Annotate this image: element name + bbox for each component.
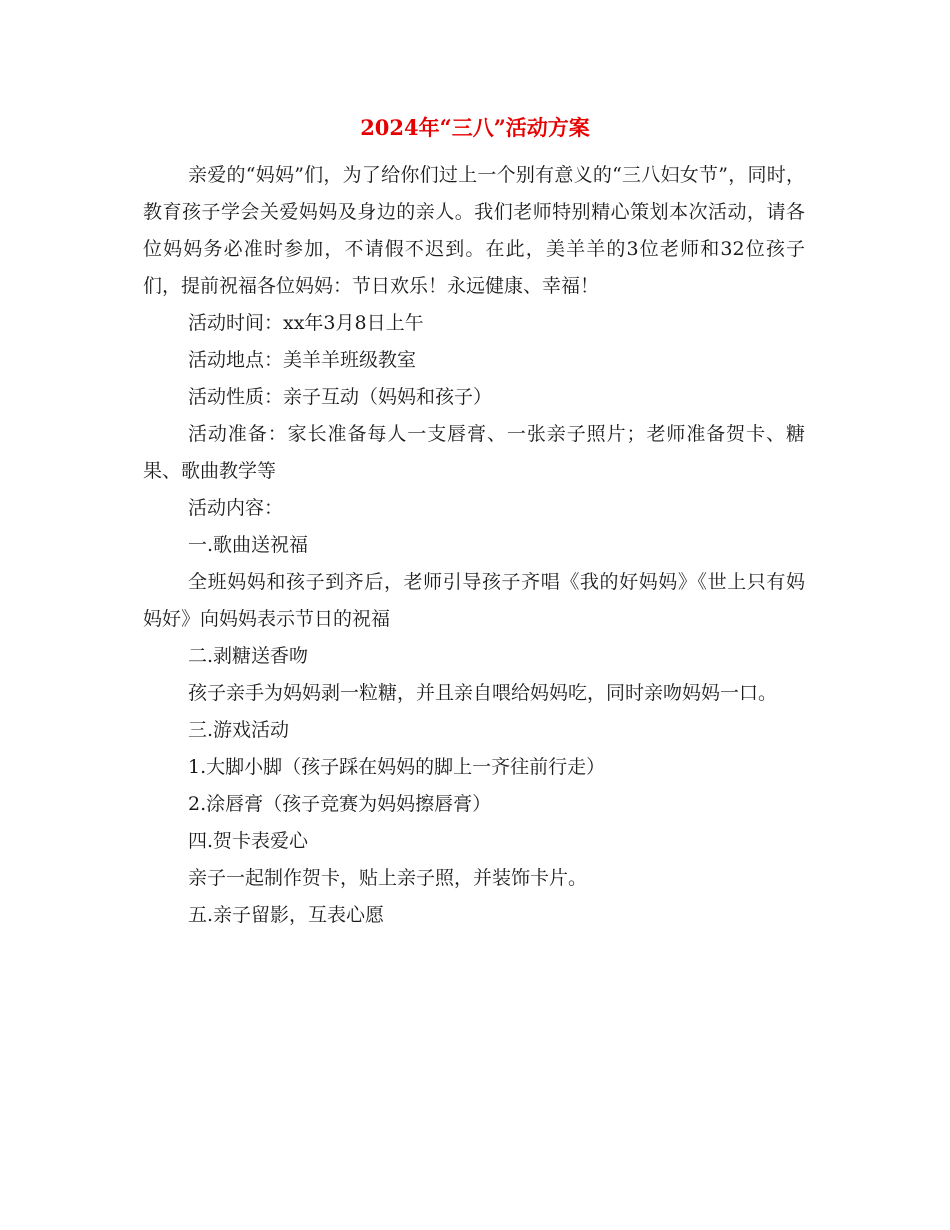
- section-body-4: 亲子一起制作贺卡，贴上亲子照，并装饰卡片。: [188, 867, 588, 889]
- activity-location: 活动地点：美羊羊班级教室: [188, 349, 417, 371]
- game-item-1: 1.大脚小脚（孩子踩在妈妈的脚上一齐往前行走）: [188, 756, 606, 778]
- section-body-2: 孩子亲手为妈妈剥一粒糖，并且亲自喂给妈妈吃，同时亲吻妈妈一口。: [188, 682, 778, 704]
- document-body: [143, 157, 805, 934]
- section-heading-1: 一.歌曲送祝福: [188, 534, 309, 556]
- section-body-1: 全班妈妈和孩子到齐后，老师引导孩子齐唱《我的好妈妈》《世上只有妈妈好》向妈妈表示节日的祝福: [143, 571, 805, 630]
- game-item-2: 2.涂唇膏（孩子竞赛为妈妈擦唇膏）: [188, 793, 492, 815]
- section-heading-4: 四.贺卡表爱心: [188, 830, 309, 852]
- activity-time: 活动时间：xx年3月8日上午: [188, 312, 424, 334]
- section-heading-5: 五.亲子留影，互表心愿: [188, 904, 385, 926]
- activity-preparation: 活动准备：家长准备每人一支唇膏、一张亲子照片；老师准备贺卡、糖果、歌曲教学等: [143, 423, 805, 482]
- section-heading-3: 三.游戏活动: [188, 719, 290, 741]
- intro-paragraph: 亲爱的“妈妈”们，为了给你们过上一个别有意义的“三八妇女节”，同时，教育孩子学会关爱妈妈及身边的亲人。我们老师特别精心策划本次活动，请各位妈妈务必准时参加，不请假不迟到。在此，美羊羊的3位老师和32位孩子们，提前祝福各位妈妈：节日欢乐！永远健康、幸福！: [143, 164, 805, 297]
- section-heading-2: 二.剥糖送香吻: [188, 645, 309, 667]
- document-title: 2024年“三八”活动方案: [360, 115, 590, 140]
- activity-content-heading: 活动内容：: [188, 497, 284, 519]
- activity-nature: 活动性质：亲子互动（妈妈和孩子）: [188, 386, 493, 408]
